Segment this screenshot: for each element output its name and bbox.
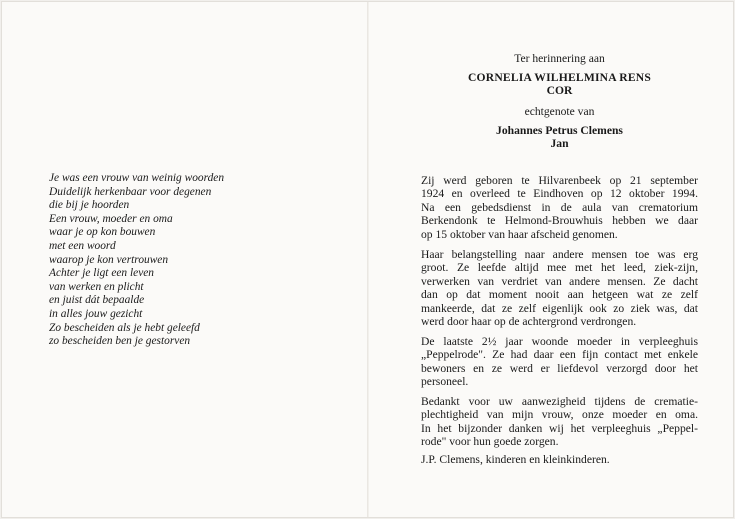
spouse-label: echtgenote van bbox=[524, 105, 595, 118]
paragraph-line: Na een gebedsdienst in de aula van crematorium bbox=[421, 200, 698, 214]
paragraph-line: plechtigheid van mijn vrouw, onze moeder en oma. bbox=[421, 408, 698, 422]
poem-line: Duidelijk herkenbaar voor degenen bbox=[49, 185, 212, 198]
paragraph-line: „Peppelrode". Ze had daar een fijn contact met enkele bbox=[421, 348, 698, 362]
paragraph-line: 1924 en overleed te Eindhoven op 12 oktober 1994. bbox=[421, 187, 698, 201]
card-fold bbox=[367, 2, 369, 517]
signature: J.P. Clemens, kinderen en kleinkinderen. bbox=[421, 453, 610, 466]
paragraph-line: Bedankt voor uw aanwezigheid tijdens de crematie- bbox=[421, 395, 698, 408]
paragraph-character bbox=[421, 248, 698, 328]
spouse-nickname: Jan bbox=[550, 137, 569, 150]
poem-line: Achter je ligt een leven bbox=[49, 267, 154, 280]
poem bbox=[49, 172, 339, 349]
paragraph-line: rode" voor hun goede zorgen. bbox=[421, 435, 559, 449]
paragraph-line: bewoners en ze werd er liefdevol verzorgd door het bbox=[421, 361, 698, 375]
paragraph-nursing-home bbox=[421, 335, 698, 389]
paragraph-line: personeel. bbox=[421, 375, 469, 389]
paragraph-line: Haar belangstelling naar andere mensen toe was erg bbox=[421, 248, 698, 261]
memorial-card bbox=[2, 2, 733, 517]
poem-line: waarop je kon vertrouwen bbox=[49, 253, 169, 266]
poem-line: die bij je hoorden bbox=[49, 199, 130, 212]
paragraph-life bbox=[421, 174, 698, 241]
paragraph-line: In het bijzonder danken wij het verpleeghuis „Peppel- bbox=[421, 421, 698, 435]
paragraph-line: op 15 oktober van haar afscheid genomen. bbox=[421, 227, 618, 241]
poem-line: Je was een vrouw van weinig woorden bbox=[49, 172, 225, 184]
poem-line: van werken en plicht bbox=[49, 280, 144, 293]
poem-line: zo bescheiden ben je gestorven bbox=[49, 335, 191, 348]
paragraph-line: dan op dat moment nooit aan hetgeen wat ze zelf bbox=[421, 288, 698, 302]
paragraph-line: Berkendonk te Helmond-Brouwhuis hebben we daar bbox=[421, 214, 698, 228]
poem-line: Zo bescheiden als je hebt geleefd bbox=[49, 321, 200, 334]
paragraph-line: groot. Ze leefde altijd mee met het leed, ziek-zijn, bbox=[421, 261, 698, 275]
paragraph-line: verwerken van verdriet van andere mensen. Ze dacht bbox=[421, 274, 698, 288]
intro-text: Ter herinnering aan bbox=[514, 52, 605, 65]
paragraph-thanks bbox=[421, 395, 698, 449]
poem-line: en juist dát bepaalde bbox=[49, 294, 145, 307]
poem-line: Een vrouw, moeder en oma bbox=[49, 212, 173, 225]
deceased-name: CORNELIA WILHELMINA RENS bbox=[467, 71, 652, 84]
poem-line: waar je op kon bouwen bbox=[49, 226, 156, 239]
spouse-name: Johannes Petrus Clemens bbox=[496, 124, 623, 137]
paragraph-line: De laatste 2½ jaar woonde moeder in verpleeghuis bbox=[421, 335, 698, 348]
deceased-nickname: COR bbox=[546, 84, 573, 97]
poem-line: in alles jouw gezicht bbox=[49, 307, 143, 320]
paragraph-line: mankeerde, dat ze zelf eigenlijk ook zo ziek was, dat bbox=[421, 301, 698, 315]
poem-line: met een woord bbox=[49, 239, 116, 252]
paragraph-line: werd door haar op de achtergrond verdrongen. bbox=[421, 315, 637, 329]
paragraph-line: Zij werd geboren te Hilvarenbeek op 21 september bbox=[421, 174, 698, 187]
